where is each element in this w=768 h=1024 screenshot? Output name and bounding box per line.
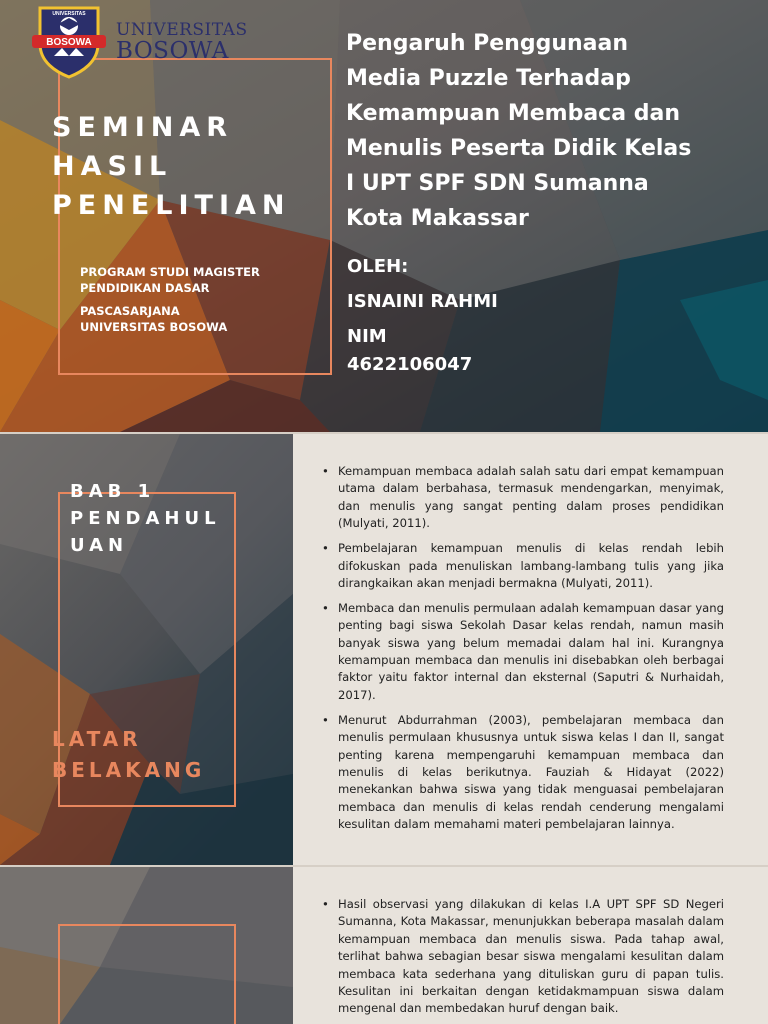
- observation-slide: [0, 867, 768, 1024]
- list-item: • Membaca dan menulis permulaan adalah kemampuan dasar yang penting bagi siswa Sekolah Dasar kelas rendah, namun masih banyak siswa yang belum memadai dalam hal ini. Kurangnya kemampuan membaca dan menulis ini disebabkan oleh berbagai faktor yaitu faktor internal dan eksternal (Saputri & Nurhaidah, 2017).: [320, 600, 724, 704]
- title-line: Media Puzzle Terhadap: [346, 66, 631, 91]
- program-line: PROGRAM STUDI MAGISTER: [80, 265, 260, 279]
- chapter-heading: [70, 478, 221, 559]
- slide-heading: [52, 108, 290, 225]
- logo-banner-text: BOSOWA: [46, 37, 92, 48]
- chapter-line: UAN: [70, 535, 129, 556]
- list-item: • Hasil observasi yang dilakukan di kelas I.A UPT SPF SD Negeri Sumanna, Kota Makassar, menunjukkan beberapa masalah dalam kemampuan membaca dan menulis siswa. Pada tahap awal, terlihat bahwa sebagian besar siswa mengalami kesulitan dalam membaca kata sederhana yang dituliskan guru di papan tulis. Kesulitan ini berkaitan dengan ketidakmampuan siswa dalam mengenal dan membedakan huruf dengan baik.: [320, 896, 724, 1018]
- background-slide: [0, 434, 768, 865]
- list-item: • Kemampuan membaca adalah salah satu dari empat kemampuan utama dalam berbahasa, termasuk mendengarkan, menyimak, dan menulis yang sangat penting dalam proses pendidikan (Mulyati, 2011).: [320, 463, 724, 533]
- heading-line: PENELITIAN: [52, 190, 291, 221]
- author-name: ISNAINI RAHMI: [347, 291, 498, 312]
- title-line: Pengaruh Penggunaan: [346, 31, 629, 56]
- logo-wordmark-line1: UNIVERSITAS: [116, 20, 248, 40]
- observation-bullets: [320, 896, 724, 1024]
- title-line: Kota Makassar: [346, 206, 529, 231]
- title-line: Kemampuan Membaca dan: [346, 101, 680, 126]
- title-line: Menulis Peserta Didik Kelas: [346, 136, 692, 161]
- section-heading: [52, 724, 205, 786]
- section-frame: [58, 924, 236, 1024]
- background-bullets: [320, 463, 724, 841]
- shield-icon: [32, 4, 106, 80]
- chapter-line: PENDAHUL: [70, 508, 221, 529]
- left-panel: [0, 434, 293, 865]
- program-line: PENDIDIKAN DASAR: [80, 281, 210, 295]
- logo-shield-text: UNIVERSITAS: [52, 11, 86, 17]
- nim-value: 4622106047: [347, 354, 473, 375]
- list-item: • Pembelajaran kemampuan menulis di kelas rendah lebih difokuskan pada menuliskan lambang-lambang tulis yang jika dirangkaikan akan menjadi bermakna (Mulyati, 2011).: [320, 540, 724, 592]
- oleh-label: OLEH:: [347, 256, 409, 277]
- school-name: [80, 303, 227, 335]
- heading-line: SEMINAR: [52, 112, 234, 143]
- heading-line: HASIL: [52, 151, 173, 182]
- school-line: PASCASARJANA: [80, 304, 180, 318]
- title-slide: [0, 0, 768, 432]
- logo-wordmark-line2: BOSOWA: [116, 38, 229, 64]
- nim-label: NIM: [347, 326, 387, 347]
- list-item: • Menurut Abdurrahman (2003), pembelajaran membaca dan menulis permulaan khususnya untuk siswa kelas I dan II, sangat penting karena mempengaruhi kemampuan membaca dan menulis di kelas berikutnya. Fauziah & Hidayat (2022) menekankan bahwa siswa yang tidak menguasai pembelajaran membaca dan menulis di kelas rendah cenderung mengalami kesulitan dalam memahami materi pembelajaran lainnya.: [320, 712, 724, 834]
- program-name: [80, 264, 260, 296]
- school-line: UNIVERSITAS BOSOWA: [80, 320, 228, 334]
- left-panel: [0, 867, 293, 1024]
- section-line: BELAKANG: [52, 758, 206, 782]
- research-title: [346, 26, 746, 236]
- university-logo: [32, 4, 248, 80]
- chapter-line: BAB 1: [70, 481, 156, 502]
- title-line: I UPT SPF SDN Sumanna: [346, 171, 649, 196]
- section-line: LATAR: [52, 727, 142, 751]
